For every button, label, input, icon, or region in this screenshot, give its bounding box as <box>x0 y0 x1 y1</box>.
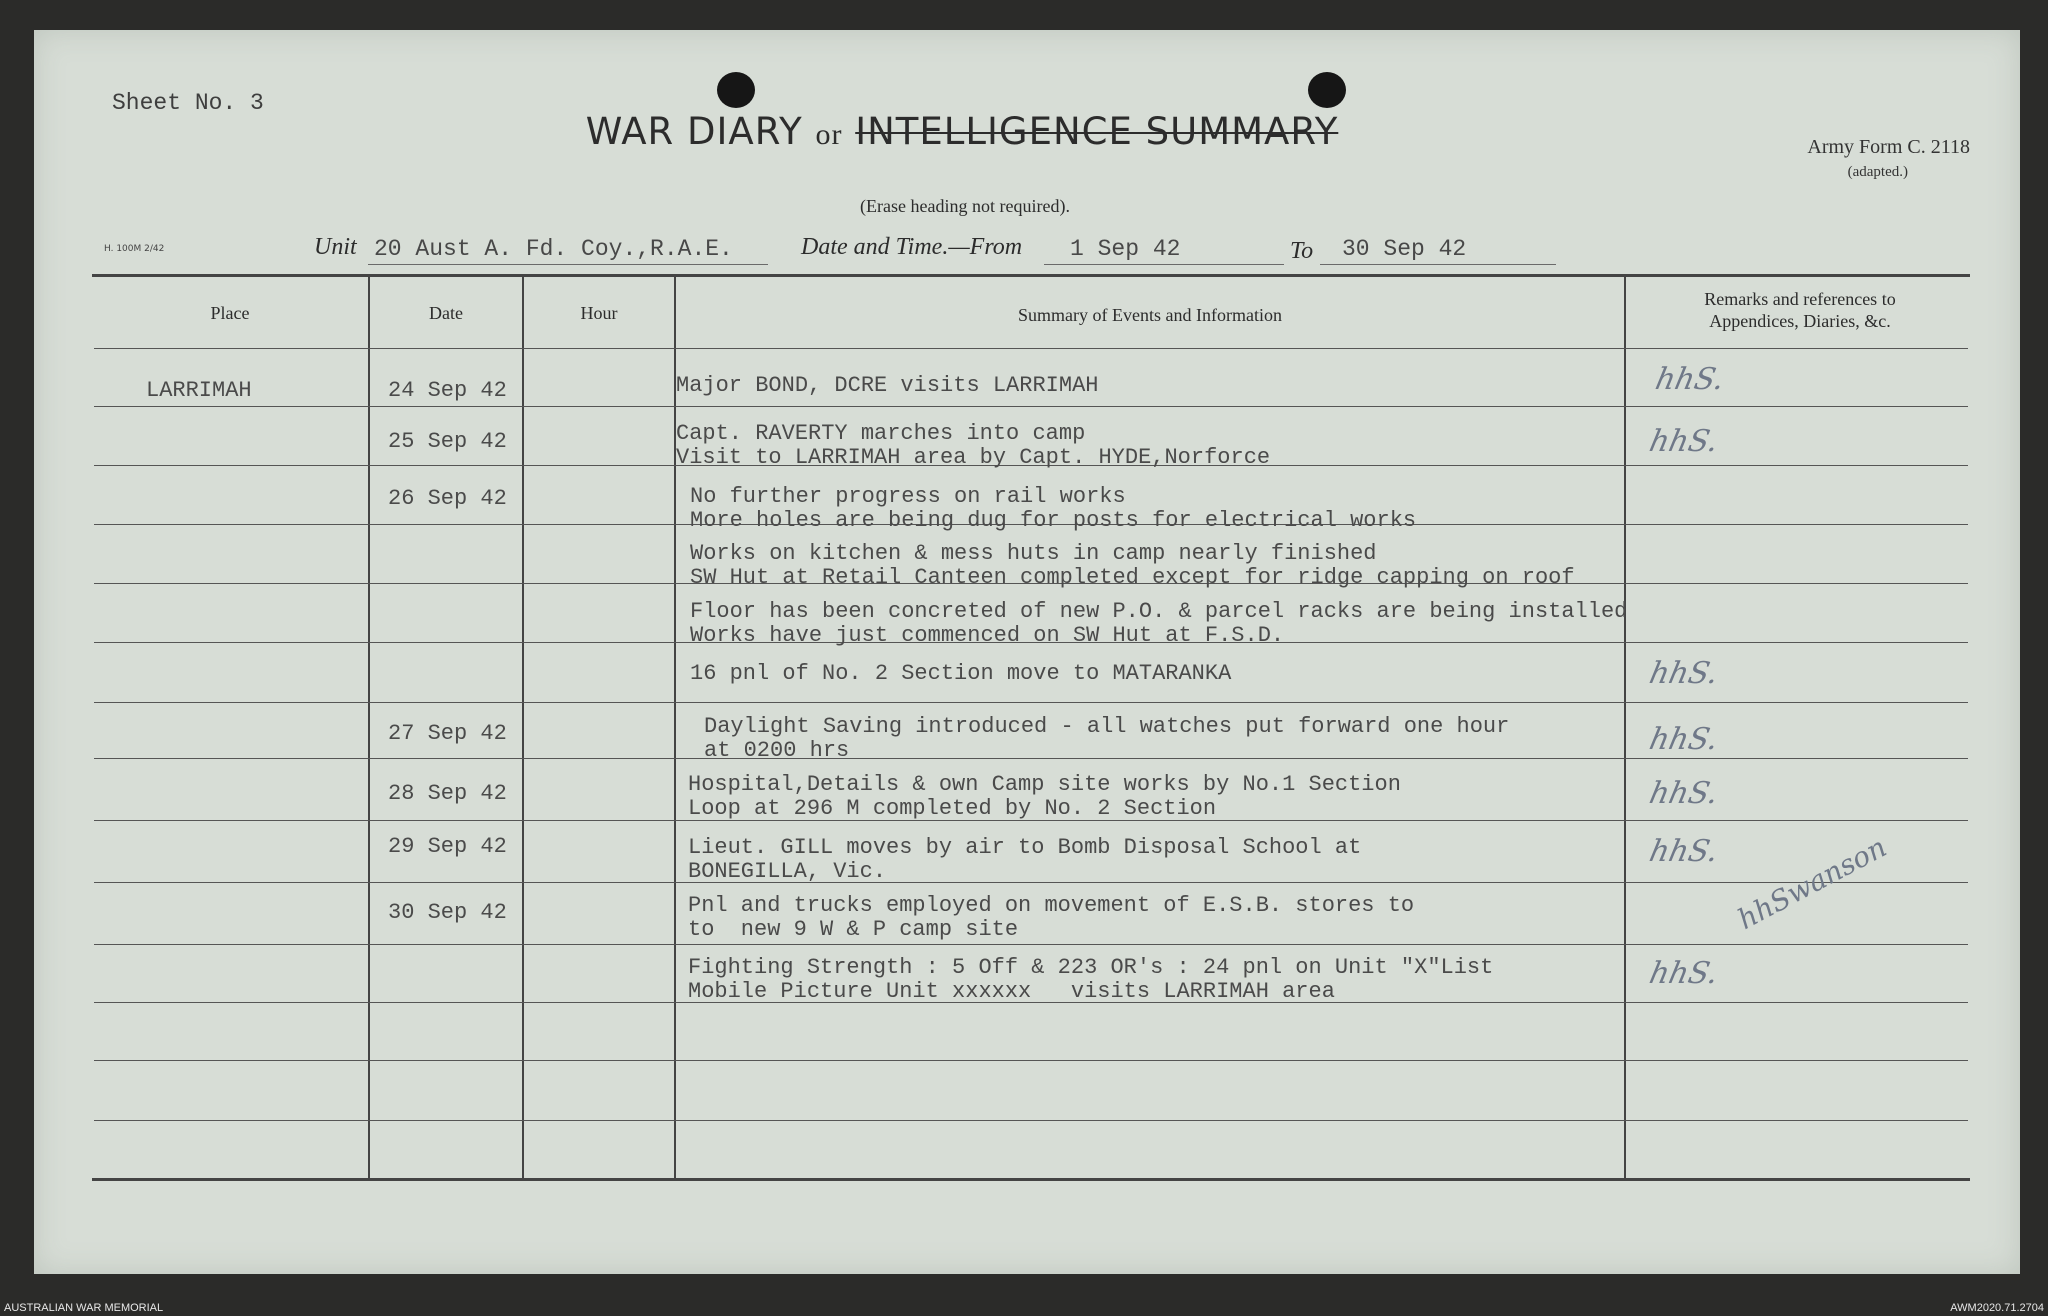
column-header-place: Place <box>210 303 250 323</box>
table-bottom-rule <box>92 1178 1970 1181</box>
entry-summary: Fighting Strength : 5 Off & 223 OR's : 24 pnl on Unit "X"List Mobile Picture Unit xxxxxx visits LARRIMAH area <box>688 955 1494 1004</box>
column-header-date: Date <box>429 303 463 323</box>
commander-signature: hhSwanson <box>1732 830 1892 937</box>
row-rule <box>94 1120 1968 1121</box>
date-from-value: 1 Sep 42 <box>1070 236 1181 262</box>
entry-initials: hhS. <box>1646 776 1722 811</box>
entry-summary: Floor has been concreted of new P.O. & parcel racks are being installed Works have just commenced on SW Hut at F.S.D. <box>690 599 1628 648</box>
entry-initials: hhS. <box>1652 362 1728 397</box>
entry-summary: Lieut. GILL moves by air to Bomb Disposal School at BONEGILLA, Vic. <box>688 835 1362 884</box>
entry-date: 30 Sep 42 <box>388 900 507 925</box>
title-or: or <box>815 118 843 151</box>
entry-summary: Pnl and trucks employed on movement of E.S.B. stores to to new 9 W & P camp site <box>688 893 1415 942</box>
column-divider-summary <box>1624 277 1626 1178</box>
punch-hole-left <box>717 72 755 108</box>
column-divider-hour <box>674 277 676 1178</box>
date-from-label: Date and Time.—From <box>801 234 1023 260</box>
entry-place: LARRIMAH <box>146 378 252 403</box>
entry-summary: Capt. RAVERTY marches into camp Visit to LARRIMAH area by Capt. HYDE,Norforce <box>676 421 1271 470</box>
entry-summary: 16 pnl of No. 2 Section move to MATARANKA <box>690 661 1232 686</box>
column-header-hour: Hour <box>580 303 618 323</box>
date-to-underline <box>1320 264 1556 265</box>
unit-value: 20 Aust A. Fd. Coy.,R.A.E. <box>374 236 733 262</box>
erase-note: (Erase heading not required). <box>860 196 1070 216</box>
title-struck: INTELLIGENCE SUMMARY <box>855 110 1339 153</box>
footer-source: AUSTRALIAN WAR MEMORIAL <box>4 1302 164 1314</box>
date-to-label: To <box>1290 238 1314 264</box>
title-main: WAR DIARY <box>585 110 803 153</box>
footer-accession: AWM2020.71.2704 <box>1950 1302 2044 1314</box>
punch-hole-right <box>1308 72 1346 108</box>
entry-summary: Major BOND, DCRE visits LARRIMAH <box>676 373 1099 398</box>
date-to-value: 30 Sep 42 <box>1342 236 1467 262</box>
column-header-summary: Summary of Events and Information <box>1018 305 1282 325</box>
unit-label: Unit <box>314 234 357 260</box>
entry-summary: Daylight Saving introduced - all watches put forward one hour at 0200 hrs <box>704 714 1510 763</box>
column-divider-place <box>368 277 370 1178</box>
table-top-rule <box>92 274 1970 277</box>
entry-initials: hhS. <box>1646 956 1722 991</box>
entry-date: 29 Sep 42 <box>388 834 507 859</box>
row-rule <box>94 348 1968 349</box>
entry-date: 28 Sep 42 <box>388 781 507 806</box>
entry-date: 27 Sep 42 <box>388 721 507 746</box>
print-code: H. 100M 2/42 <box>104 244 165 254</box>
row-rule <box>94 944 1968 945</box>
army-form-sub: (adapted.) <box>1847 164 1908 180</box>
date-from-underline <box>1044 264 1284 265</box>
entry-date: 25 Sep 42 <box>388 429 507 454</box>
column-divider-date <box>522 277 524 1178</box>
army-form-label: Army Form C. 2118 <box>1807 136 1970 158</box>
page-title <box>462 110 1462 153</box>
entry-summary: Hospital,Details & own Camp site works by No.1 Section Loop at 296 M completed by No. 2 Section <box>688 772 1401 821</box>
entry-summary: Works on kitchen & mess huts in camp nearly finished SW Hut at Retail Canteen completed except for ridge capping on roof <box>690 541 1575 590</box>
entry-initials: hhS. <box>1646 834 1722 869</box>
sheet-number: Sheet No. 3 <box>112 90 264 116</box>
entry-date: 26 Sep 42 <box>388 486 507 511</box>
row-rule <box>94 406 1968 407</box>
row-rule <box>94 702 1968 703</box>
entry-initials: hhS. <box>1646 722 1722 757</box>
row-rule <box>94 1060 1968 1061</box>
entry-summary: No further progress on rail works More holes are being dug for posts for electrical works <box>690 484 1417 533</box>
entry-initials: hhS. <box>1646 656 1722 691</box>
entry-initials: hhS. <box>1646 424 1722 459</box>
unit-underline <box>368 264 768 265</box>
entry-date: 24 Sep 42 <box>388 378 507 403</box>
column-header-remarks: Remarks and references to Appendices, Diaries, &c. <box>1704 289 1896 331</box>
